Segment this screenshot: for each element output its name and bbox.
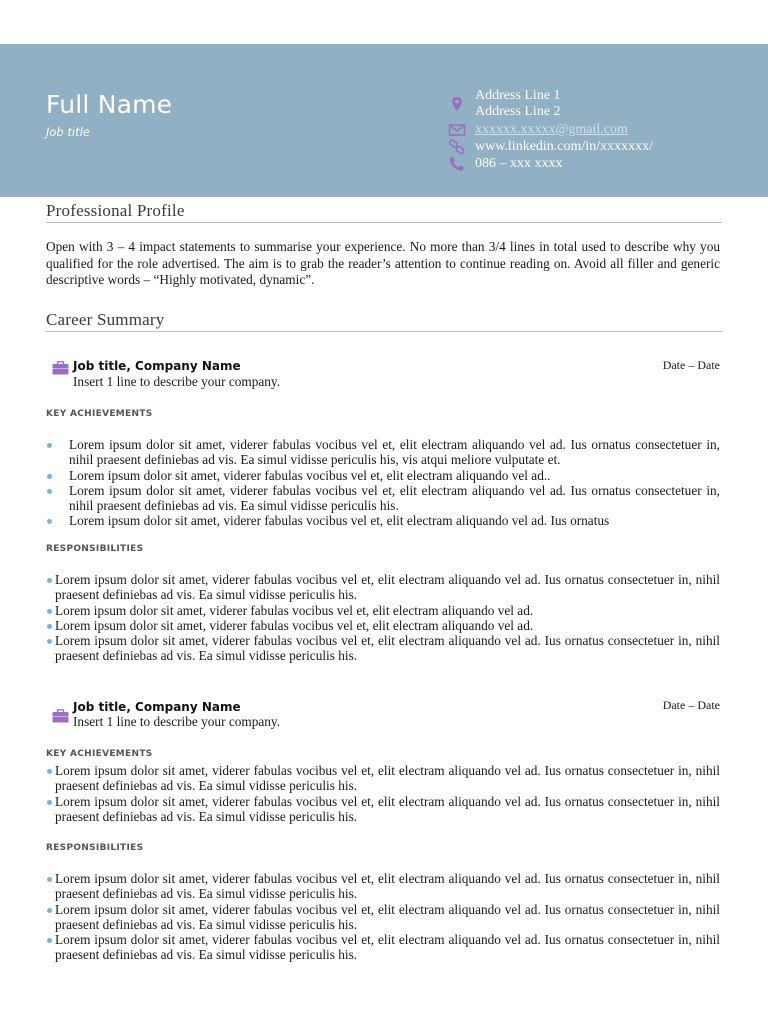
achievements-list [55,763,720,824]
phone-number: 086 – xxx xxxx [475,156,563,171]
bullet-icon [47,519,52,524]
bullet-icon [47,624,52,629]
job-date-range: Date – Date [662,698,720,712]
bullet-icon [47,474,52,479]
briefcase-icon [52,709,69,723]
full-name: Full Name [46,90,173,119]
phone-icon [448,156,466,172]
list-item: Lorem ipsum dolor sit amet, viderer fabulas vocibus vel et, elit electram aliquando vel ad. Ius ornatus consectetuer in, nihil praesent definiebas ad vis. Ea simul vidisse periculis his. [55,871,720,902]
link-icon [448,139,466,155]
list-item: Lorem ipsum dolor sit amet, viderer fabulas vocibus vel et, elit electram aliquando vel ad. Ius ornatus [69,513,720,528]
email-link[interactable]: xxxxxx.xxxxx@gmail.com [475,122,628,137]
job-company-desc: Insert 1 line to describe your company. [73,714,281,729]
responsibilities-heading: RESPONSIBILITIES [46,544,144,554]
bullet-icon [47,908,52,913]
job-date-range: Date – Date [662,358,720,372]
list-item: Lorem ipsum dolor sit amet, viderer fabulas vocibus vel et, elit electram aliquando vel ad. [55,618,720,633]
job-title: Job title [46,125,90,139]
linkedin-url[interactable]: www.linkedin.com/in/xxxxxxx/ [475,139,653,154]
bullet-icon [47,938,52,943]
address-line-2: Address Line 2 [475,104,561,119]
list-item: Lorem ipsum dolor sit amet, viderer fabulas vocibus vel et, elit electram aliquando vel ad. Ius ornatus consectetuer in, nihil praesent definiebas ad vis. Ea simul vidisse periculis his. [69,483,720,514]
location-pin-icon [448,96,466,112]
bullet-icon [47,877,52,882]
bullet-icon [47,769,52,774]
envelope-icon [448,122,466,138]
section-title-career: Career Summary [46,310,165,329]
bullet-icon [47,639,52,644]
bullet-icon [47,800,52,805]
header-band [0,44,768,197]
list-item: Lorem ipsum dolor sit amet, viderer fabulas vocibus vel et, elit electram aliquando vel ad. Ius ornatus consectetuer in, nihil praesent definiebas ad vis. Ea simul vidisse periculis his. [55,902,720,933]
achievements-list [69,437,720,529]
list-item: Lorem ipsum dolor sit amet, viderer fabulas vocibus vel et, elit electram aliquando vel ad. [55,603,720,618]
section-title-profile: Professional Profile [46,201,185,220]
list-item: Lorem ipsum dolor sit amet, viderer fabulas vocibus vel et, elit electram aliquando vel ad.. [69,468,720,483]
bullet-icon [47,578,52,583]
profile-text: Open with 3 – 4 impact statements to summarise your experience. No more than 3/4 lines in total used to describe why you qualified for the role advertised. The aim is to grab the reader’s attention to continue reading on. Avoid all filler and generic descriptive words – “Highly motivated, dynamic”. [46,239,720,288]
list-item: Lorem ipsum dolor sit amet, viderer fabulas vocibus vel et, elit electram aliquando vel ad. Ius ornatus consectetuer in, nihil praesent definiebas ad vis. Ea simul vidisse periculis his. [55,932,720,963]
bullet-icon [47,489,52,494]
list-item: Lorem ipsum dolor sit amet, viderer fabulas vocibus vel et, elit electram aliquando vel ad. Ius ornatus consectetuer in, nihil praesent definiebas ad vis. Ea simul vidisse periculis his, vis atqui meliore vulputate et. [69,437,720,468]
briefcase-icon [52,361,69,375]
bullet-icon [47,443,52,448]
job-title-company: Job title, Company Name [73,700,241,714]
responsibilities-list [55,572,720,664]
list-item: Lorem ipsum dolor sit amet, viderer fabulas vocibus vel et, elit electram aliquando vel ad. Ius ornatus consectetuer in, nihil praesent definiebas ad vis. Ea simul vidisse periculis his. [55,572,720,603]
key-achievements-heading: KEY ACHIEVEMENTS [46,409,153,419]
section-divider [46,222,722,223]
list-item: Lorem ipsum dolor sit amet, viderer fabulas vocibus vel et, elit electram aliquando vel ad. Ius ornatus consectetuer in, nihil praesent definiebas ad vis. Ea simul vidisse periculis his. [55,763,720,794]
key-achievements-heading: KEY ACHIEVEMENTS [46,749,153,759]
job-title-company: Job title, Company Name [73,359,241,373]
responsibilities-heading: RESPONSIBILITIES [46,843,144,853]
section-divider [46,331,722,332]
list-item: Lorem ipsum dolor sit amet, viderer fabulas vocibus vel et, elit electram aliquando vel ad. Ius ornatus consectetuer in, nihil praesent definiebas ad vis. Ea simul vidisse periculis his. [55,633,720,664]
list-item: Lorem ipsum dolor sit amet, viderer fabulas vocibus vel et, elit electram aliquando vel ad. Ius ornatus consectetuer in, nihil praesent definiebas ad vis. Ea simul vidisse periculis his. [55,794,720,825]
bullet-icon [47,609,52,614]
responsibilities-list [55,871,720,963]
job-company-desc: Insert 1 line to describe your company. [73,374,281,389]
address-line-1: Address Line 1 [475,88,561,103]
